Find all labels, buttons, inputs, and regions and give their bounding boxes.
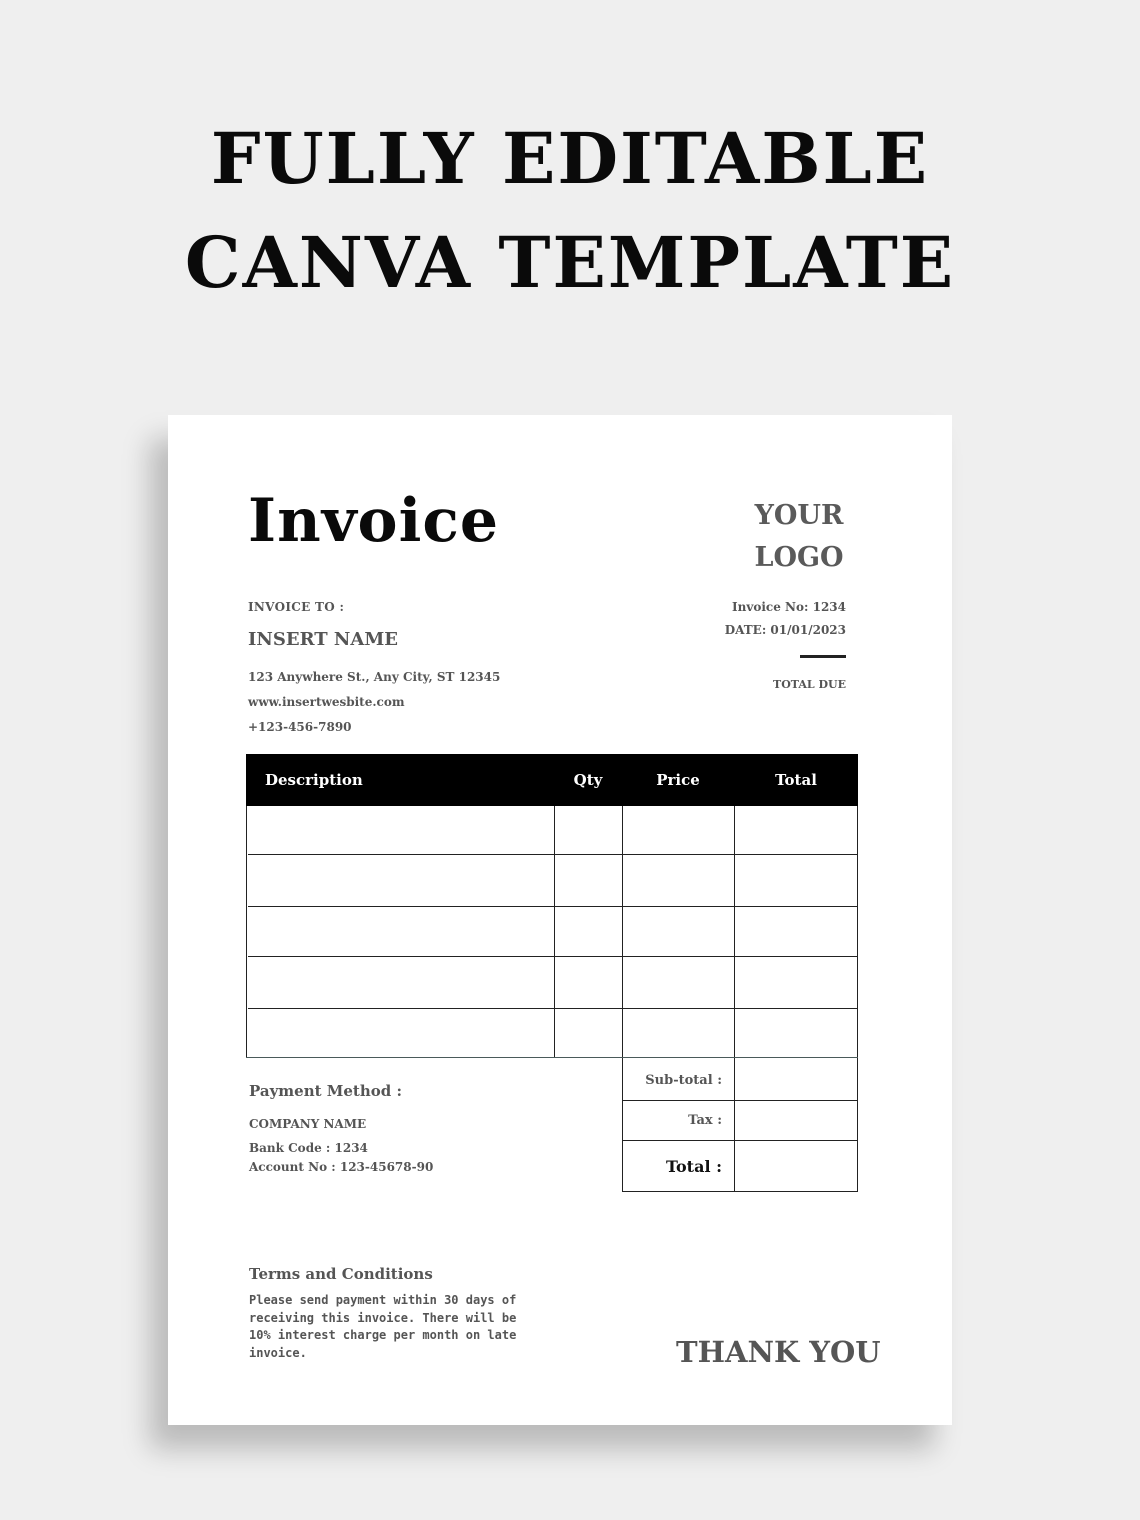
- client-name: INSERT NAME: [248, 629, 398, 650]
- table-divider-price: [622, 806, 623, 1192]
- payment-account: Account No : 123-45678-90: [249, 1160, 434, 1174]
- table-row: [248, 956, 857, 957]
- tax-label: Tax :: [688, 1113, 722, 1128]
- invoice-number: Invoice No: 1234: [732, 600, 846, 614]
- payment-company: COMPANY NAME: [249, 1117, 367, 1131]
- table-bottom-border: [246, 1057, 858, 1058]
- logo-line-1: YOUR: [754, 500, 844, 531]
- client-website: www.insertwesbite.com: [248, 695, 405, 709]
- client-phone: +123-456-7890: [248, 720, 352, 734]
- thank-you: THANK YOU: [676, 1335, 881, 1369]
- total-label: Total :: [665, 1157, 722, 1176]
- payment-method-title: Payment Method :: [249, 1082, 403, 1100]
- summary-row-divider: [622, 1140, 857, 1141]
- summary-row-divider: [622, 1100, 857, 1101]
- headline-line-1: FULLY EDITABLE: [210, 117, 930, 200]
- column-header-total: Total: [775, 771, 817, 789]
- table-border-left: [246, 806, 247, 1057]
- table-divider-qty: [554, 806, 555, 1057]
- column-header-price: Price: [656, 771, 700, 789]
- payment-bank-code: Bank Code : 1234: [249, 1141, 368, 1155]
- table-border-right: [857, 806, 858, 1192]
- table-divider-total: [734, 806, 735, 1192]
- headline-line-2: CANVA TEMPLATE: [184, 221, 956, 304]
- invoice-sheet: [168, 415, 952, 1425]
- subtotal-label: Sub-total :: [645, 1073, 722, 1088]
- column-header-description: Description: [265, 771, 363, 789]
- total-due-label: TOTAL DUE: [773, 678, 846, 691]
- terms-body: Please send payment within 30 days of receiving this invoice. There will be 10% interest charge per month on late invoice.: [249, 1293, 517, 1360]
- terms-title: Terms and Conditions: [249, 1265, 433, 1283]
- column-header-qty: Qty: [573, 771, 603, 789]
- logo-line-2: LOGO: [754, 542, 844, 573]
- table-row: [248, 906, 857, 907]
- summary-bottom-border: [622, 1191, 858, 1192]
- table-row: [248, 854, 857, 855]
- client-address: 123 Anywhere St., Any City, ST 12345: [248, 670, 501, 684]
- invoice-date: DATE: 01/01/2023: [724, 623, 846, 637]
- invoice-title: Invoice: [248, 486, 500, 556]
- table-header: [246, 754, 858, 806]
- logo-placeholder: [728, 495, 870, 579]
- table-row: [248, 1008, 857, 1009]
- invoice-to-label: INVOICE TO :: [248, 600, 345, 614]
- divider: [800, 655, 846, 658]
